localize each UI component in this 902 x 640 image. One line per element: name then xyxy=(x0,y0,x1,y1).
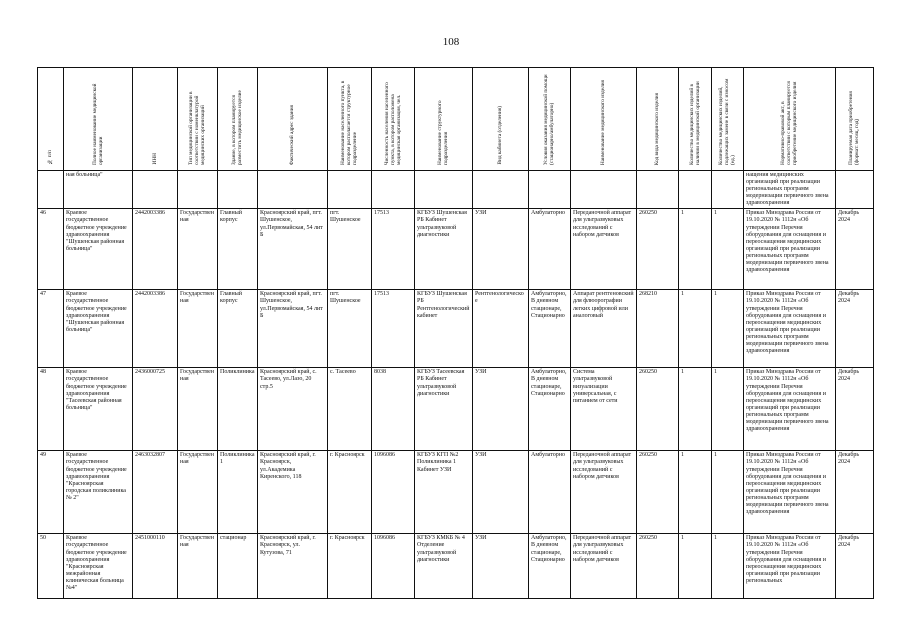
table-cell: Главный корпус xyxy=(218,290,258,368)
table-row xyxy=(38,534,874,599)
table-cell: УЗИ xyxy=(473,368,529,451)
table-cell: Аппарат рентгеновский для флюорографии легких цифровой или аналоговый xyxy=(571,290,637,368)
header-cell: Вид кабинета (отделения) xyxy=(473,68,529,171)
table-cell: 47 xyxy=(38,290,64,368)
table-cell: Приказ Минздрава России от 19.10.2020 № 1112н «Об утверждении Перечня оборудования для оснащения и переоснащения медицинских организаций при реализации региональных программ модернизации первичного звена здравоохранения xyxy=(744,368,836,451)
table-cell: нащения медицинских организаций при реализации региональных программ модернизации первичного звена здравоохранения xyxy=(744,171,836,209)
table-cell: 49 xyxy=(38,451,64,534)
table-cell: Красноярский край, пгт. Шушенское, ул.Первомайская, 54 лит Б xyxy=(258,209,328,290)
table-cell: с. Тасеево xyxy=(328,368,372,451)
header-cell: Численность населения населенного пункта, в котором расположена медицинская организация, чел. xyxy=(372,68,415,171)
table-cell: Декабрь 2024 xyxy=(836,290,874,368)
table-cell: Переданочной аппарат для ультразвуковых исследований с набором датчиков xyxy=(571,534,637,599)
header-cell: Наименование медицинского изделия xyxy=(571,68,637,171)
header-cell: Здание, в котором планируется разместить медицинское изделие xyxy=(218,68,258,171)
header-cell: № п/п xyxy=(38,68,64,171)
table-cell: Краевое государственное бюджетное учреждение здравоохранения "Красноярская межрайонная клиническая больница №4" xyxy=(64,534,133,599)
header-cell: Наименование структурного подразделения xyxy=(415,68,473,171)
table-cell: Красноярский край, г. Красноярск, ул.Академика Киренского, 118 xyxy=(258,451,328,534)
table-cell: Красноярский край, г. Красноярск, ул. Кутузова, 71 xyxy=(258,534,328,599)
table-cell: Краевое государственное бюджетное учреждение здравоохранения "Шушенская районная больница" xyxy=(64,290,133,368)
table-cell: Амбулаторно xyxy=(529,451,571,534)
table-cell: Красноярский край, пгт. Шушенское, ул.Первомайская, 54 лит Б xyxy=(258,290,328,368)
table-cell: 260250 xyxy=(637,368,679,451)
table-row xyxy=(38,451,874,534)
table-cell: стационар xyxy=(218,534,258,599)
table-cell: 2463032807 xyxy=(133,451,178,534)
table-cell: Амбулаторно xyxy=(529,209,571,290)
table-cell: 1 xyxy=(712,209,744,290)
table-cell: 268210 xyxy=(637,290,679,368)
table-cell: Декабрь 2024 xyxy=(836,209,874,290)
table-cell: 17513 xyxy=(372,209,415,290)
medical-equipment-table xyxy=(37,67,874,599)
table-cell: Краевое государственное бюджетное учреждение здравоохранения "Тасеевская районная больница" xyxy=(64,368,133,451)
table-row xyxy=(38,290,874,368)
table-cell: Краевое государственное бюджетное учреждение здравоохранения "Шушенская районная больница" xyxy=(64,209,133,290)
continuation-row xyxy=(38,171,874,209)
header-cell: ИНН xyxy=(133,68,178,171)
table-cell: УЗИ xyxy=(473,451,529,534)
header-cell: Условия оказания медицинской помощи (стационарно/амбулаторно) xyxy=(529,68,571,171)
table-cell: 1 xyxy=(712,290,744,368)
table-cell: 2442003386 xyxy=(133,290,178,368)
table-cell: Государственная xyxy=(178,534,218,599)
table-cell: 1 xyxy=(679,209,712,290)
table-cell: 50 xyxy=(38,534,64,599)
header-cell: Полное наименование медицинской организации xyxy=(64,68,133,171)
table-cell: Переданочной аппарат для ультразвуковых исследований с набором датчиков xyxy=(571,209,637,290)
table-cell: Приказ Минздрава России от 19.10.2020 № 1112н «Об утверждении Перечня оборудования для оснащения и переоснащения медицинских организаций при реализации региональных программ модернизации первичного звена здравоохранения xyxy=(744,290,836,368)
table-cell: Красноярский край, с. Тасеево, ул.Лазо, 20 стр.5 xyxy=(258,368,328,451)
table-cell: Приказ Минздрава России от 19.10.2020 № 1112н «Об утверждении Перечня оборудования для оснащения и переоснащения медицинских организаций при реализации региональных программ модернизации первичного звена здравоохранения xyxy=(744,451,836,534)
header-cell: Нормативно-правовой акт, в соответствии с которым планируется приобретение медицинского изделия xyxy=(744,68,836,171)
table-cell: Главный корпус xyxy=(218,209,258,290)
table-cell: 1 xyxy=(679,368,712,451)
table-cell: Приказ Минздрава России от 19.10.2020 № 1112н «Об утверждении Перечня оборудования для оснащения и переоснащения медицинских организаций при реализации региональных программ модернизации первичного звена здравоохранения xyxy=(744,209,836,290)
table-cell: КГБУЗ КГП №2 Поликлиника 1 Кабинет УЗИ xyxy=(415,451,473,534)
table-row xyxy=(38,368,874,451)
table-cell: г. Красноярск xyxy=(328,451,372,534)
table-cell: пгт. Шушенское xyxy=(328,290,372,368)
table-cell: Декабрь 2024 xyxy=(836,451,874,534)
table-cell: 1 xyxy=(679,451,712,534)
table-cell: Государственная xyxy=(178,290,218,368)
table-cell: 1 xyxy=(679,534,712,599)
table-cell: 2451000110 xyxy=(133,534,178,599)
table-cell: Амбулаторно, В дневном стационаре, Стационарно xyxy=(529,534,571,599)
header-cell: Фактический адрес здания xyxy=(258,68,328,171)
table-cell: Рентгенологическое xyxy=(473,290,529,368)
table-cell: 260250 xyxy=(637,534,679,599)
page-number: 108 xyxy=(442,36,460,48)
table-cell: Амбулаторно, В дневном стационаре, Стационарно xyxy=(529,368,571,451)
table-cell: КГБУЗ Шушенская РБ Кабинет ультразвуковой диагностики xyxy=(415,209,473,290)
table-cell: Система ультразвуковой визуализации универсальная, с питанием от сети xyxy=(571,368,637,451)
table-cell: 17513 xyxy=(372,290,415,368)
table-cell: Государственная xyxy=(178,368,218,451)
table-cell: 2442003386 xyxy=(133,209,178,290)
table-cell: Декабрь 2024 xyxy=(836,534,874,599)
header-cell: Код вида медицинского изделия xyxy=(637,68,679,171)
table-cell: 46 xyxy=(38,209,64,290)
table-cell: КГБУЗ Тасеевская РБ Кабинет ультразвуковой диагностики xyxy=(415,368,473,451)
table-cell: 1 xyxy=(712,451,744,534)
table-cell: 1 xyxy=(712,368,744,451)
table-cell: УЗИ xyxy=(473,534,529,599)
table-cell: 1 xyxy=(712,534,744,599)
table-header-row xyxy=(38,68,874,171)
table-cell: 8038 xyxy=(372,368,415,451)
header-cell: Количество медицинских изделий, подлежащих замене в связи с износом (ед.) xyxy=(712,68,744,171)
header-cell: Планируемая дата приобретения (формат: месяц, год) xyxy=(836,68,874,171)
table-cell: 2436000725 xyxy=(133,368,178,451)
table-cell: УЗИ xyxy=(473,209,529,290)
header-cell: Тип медицинской организации в соответствии с номенклатурой медицинских организаций xyxy=(178,68,218,171)
table-cell: Поликлиника xyxy=(218,368,258,451)
table-cell: Краевое государственное бюджетное учреждение здравоохранения "Красноярская городская поликлиника № 2" xyxy=(64,451,133,534)
table-cell: ная больница" xyxy=(64,171,133,209)
table-row xyxy=(38,209,874,290)
table-cell: 1 xyxy=(679,290,712,368)
table-cell: 48 xyxy=(38,368,64,451)
table-cell: Переданочной аппарат для ультразвуковых исследований с набором датчиков xyxy=(571,451,637,534)
table-cell: пгт. Шушенское xyxy=(328,209,372,290)
table-body xyxy=(38,209,874,599)
table-cell: 260250 xyxy=(637,451,679,534)
table-cell: Декабрь 2024 xyxy=(836,368,874,451)
table-cell: Поликлиника 1 xyxy=(218,451,258,534)
table-cell: КГБУЗ Шушенская РБ Рентгенологический кабинет xyxy=(415,290,473,368)
table-cell: Государственная xyxy=(178,451,218,534)
header-cell: Количество медицинских изделий в наличии в медицинской организации xyxy=(679,68,712,171)
table-cell: г. Красноярск xyxy=(328,534,372,599)
header-cell: Наименование населенного пункта, в котором располагается структурное подразделение xyxy=(328,68,372,171)
table-cell: 1096086 xyxy=(372,451,415,534)
table-cell: 260250 xyxy=(637,209,679,290)
table-cell: 1096086 xyxy=(372,534,415,599)
table-cell: Государственная xyxy=(178,209,218,290)
table-cell: КГБУЗ КМКБ № 4 Отделение ультразвуковой диагностики xyxy=(415,534,473,599)
table-cell: Амбулаторно, В дневном стационаре, Стационарно xyxy=(529,290,571,368)
table-cell: Приказ Минздрава России от 19.10.2020 № 1112н «Об утверждении Перечня оборудования для оснащения и переоснащения медицинских организаций при реализации региональных xyxy=(744,534,836,599)
